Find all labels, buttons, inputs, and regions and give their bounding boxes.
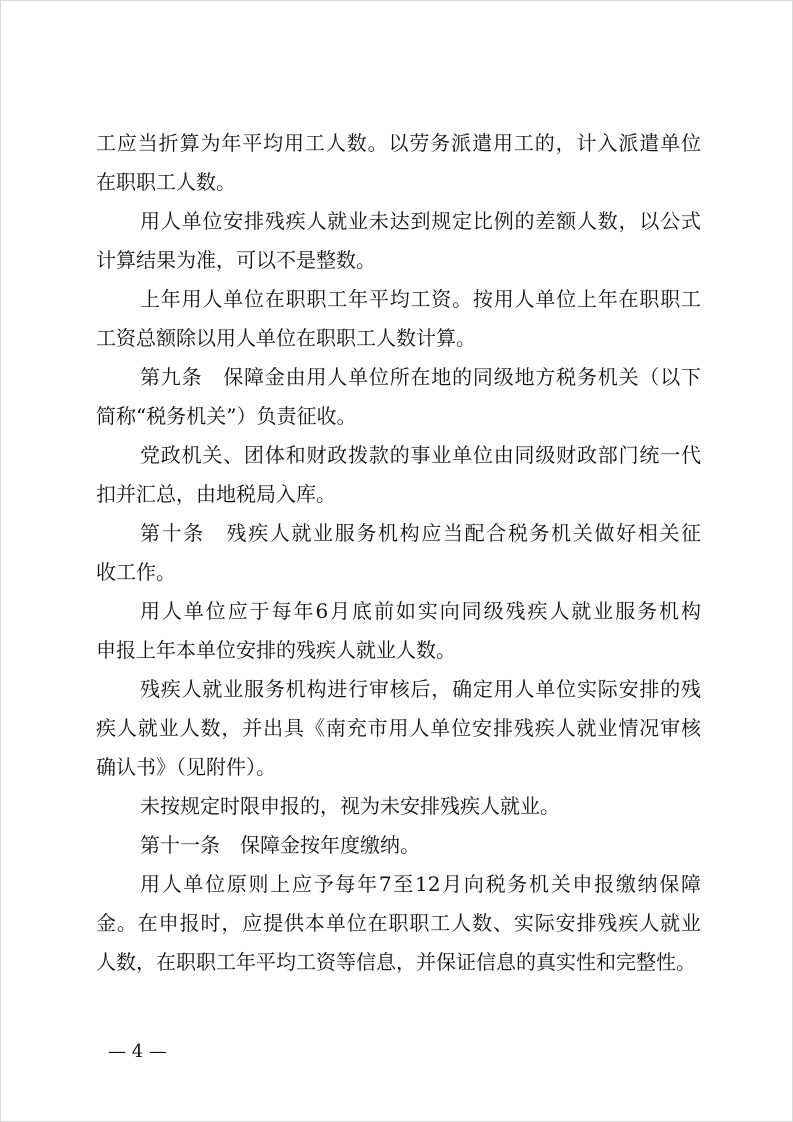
text-line: 在职职工人数。 [96,170,236,194]
text-line: 人数，在职职工年平均工资等信息，并保证信息的真实性和完整性。 [96,950,696,974]
text-line: 工资总额除以用人单位在职职工人数计算。 [96,326,476,350]
text-line: 残疾人就业服务机构进行审核后，确定用人单位实际安排的残 [140,677,701,701]
article-heading-line: 第十一条 保障金按年度缴纳。 [140,833,420,857]
text-line: 工应当折算为年平均用工人数。以劳务派遣用工的，计入派遣单位 [96,131,701,155]
article-heading-line: 第十条 残疾人就业服务机构应当配合税务机关做好相关征 [140,521,701,545]
text-line: 党政机关、团体和财政拨款的事业单位由同级财政部门统一代 [140,443,701,467]
text-line: 金。在申报时，应提供本单位在职职工人数、实际安排残疾人就业 [96,911,701,935]
text-line: 疾人就业人数，并出具《南充市用人单位安排残疾人就业情况审核 [96,716,701,740]
page-number: — 4 — [108,1041,167,1062]
text-line: 申报上年本单位安排的残疾人就业人数。 [96,638,456,662]
text-line: 扣并汇总，由地税局入库。 [96,482,336,506]
text-line: 确认书》（见附件）。 [96,755,276,779]
text-line: 未按规定时限申报的，视为未安排残疾人就业。 [140,794,560,818]
text-line: 收工作。 [96,560,176,584]
text-line: 简称“税务机关”）负责征收。 [96,404,357,428]
text-line: 用人单位原则上应予每年7至12月向税务机关申报缴纳保障 [140,872,701,896]
text-line: 上年用人单位在职职工年平均工资。按用人单位上年在职职工 [140,287,701,311]
text-line: 用人单位应于每年6月底前如实向同级残疾人就业服务机构 [140,599,701,623]
text-line: 计算结果为准，可以不是整数。 [96,248,376,272]
article-heading-line: 第九条 保障金由用人单位所在地的同级地方税务机关（以下 [140,365,701,389]
document-body [96,124,701,982]
text-line: 用人单位安排残疾人就业未达到规定比例的差额人数，以公式 [140,209,701,233]
